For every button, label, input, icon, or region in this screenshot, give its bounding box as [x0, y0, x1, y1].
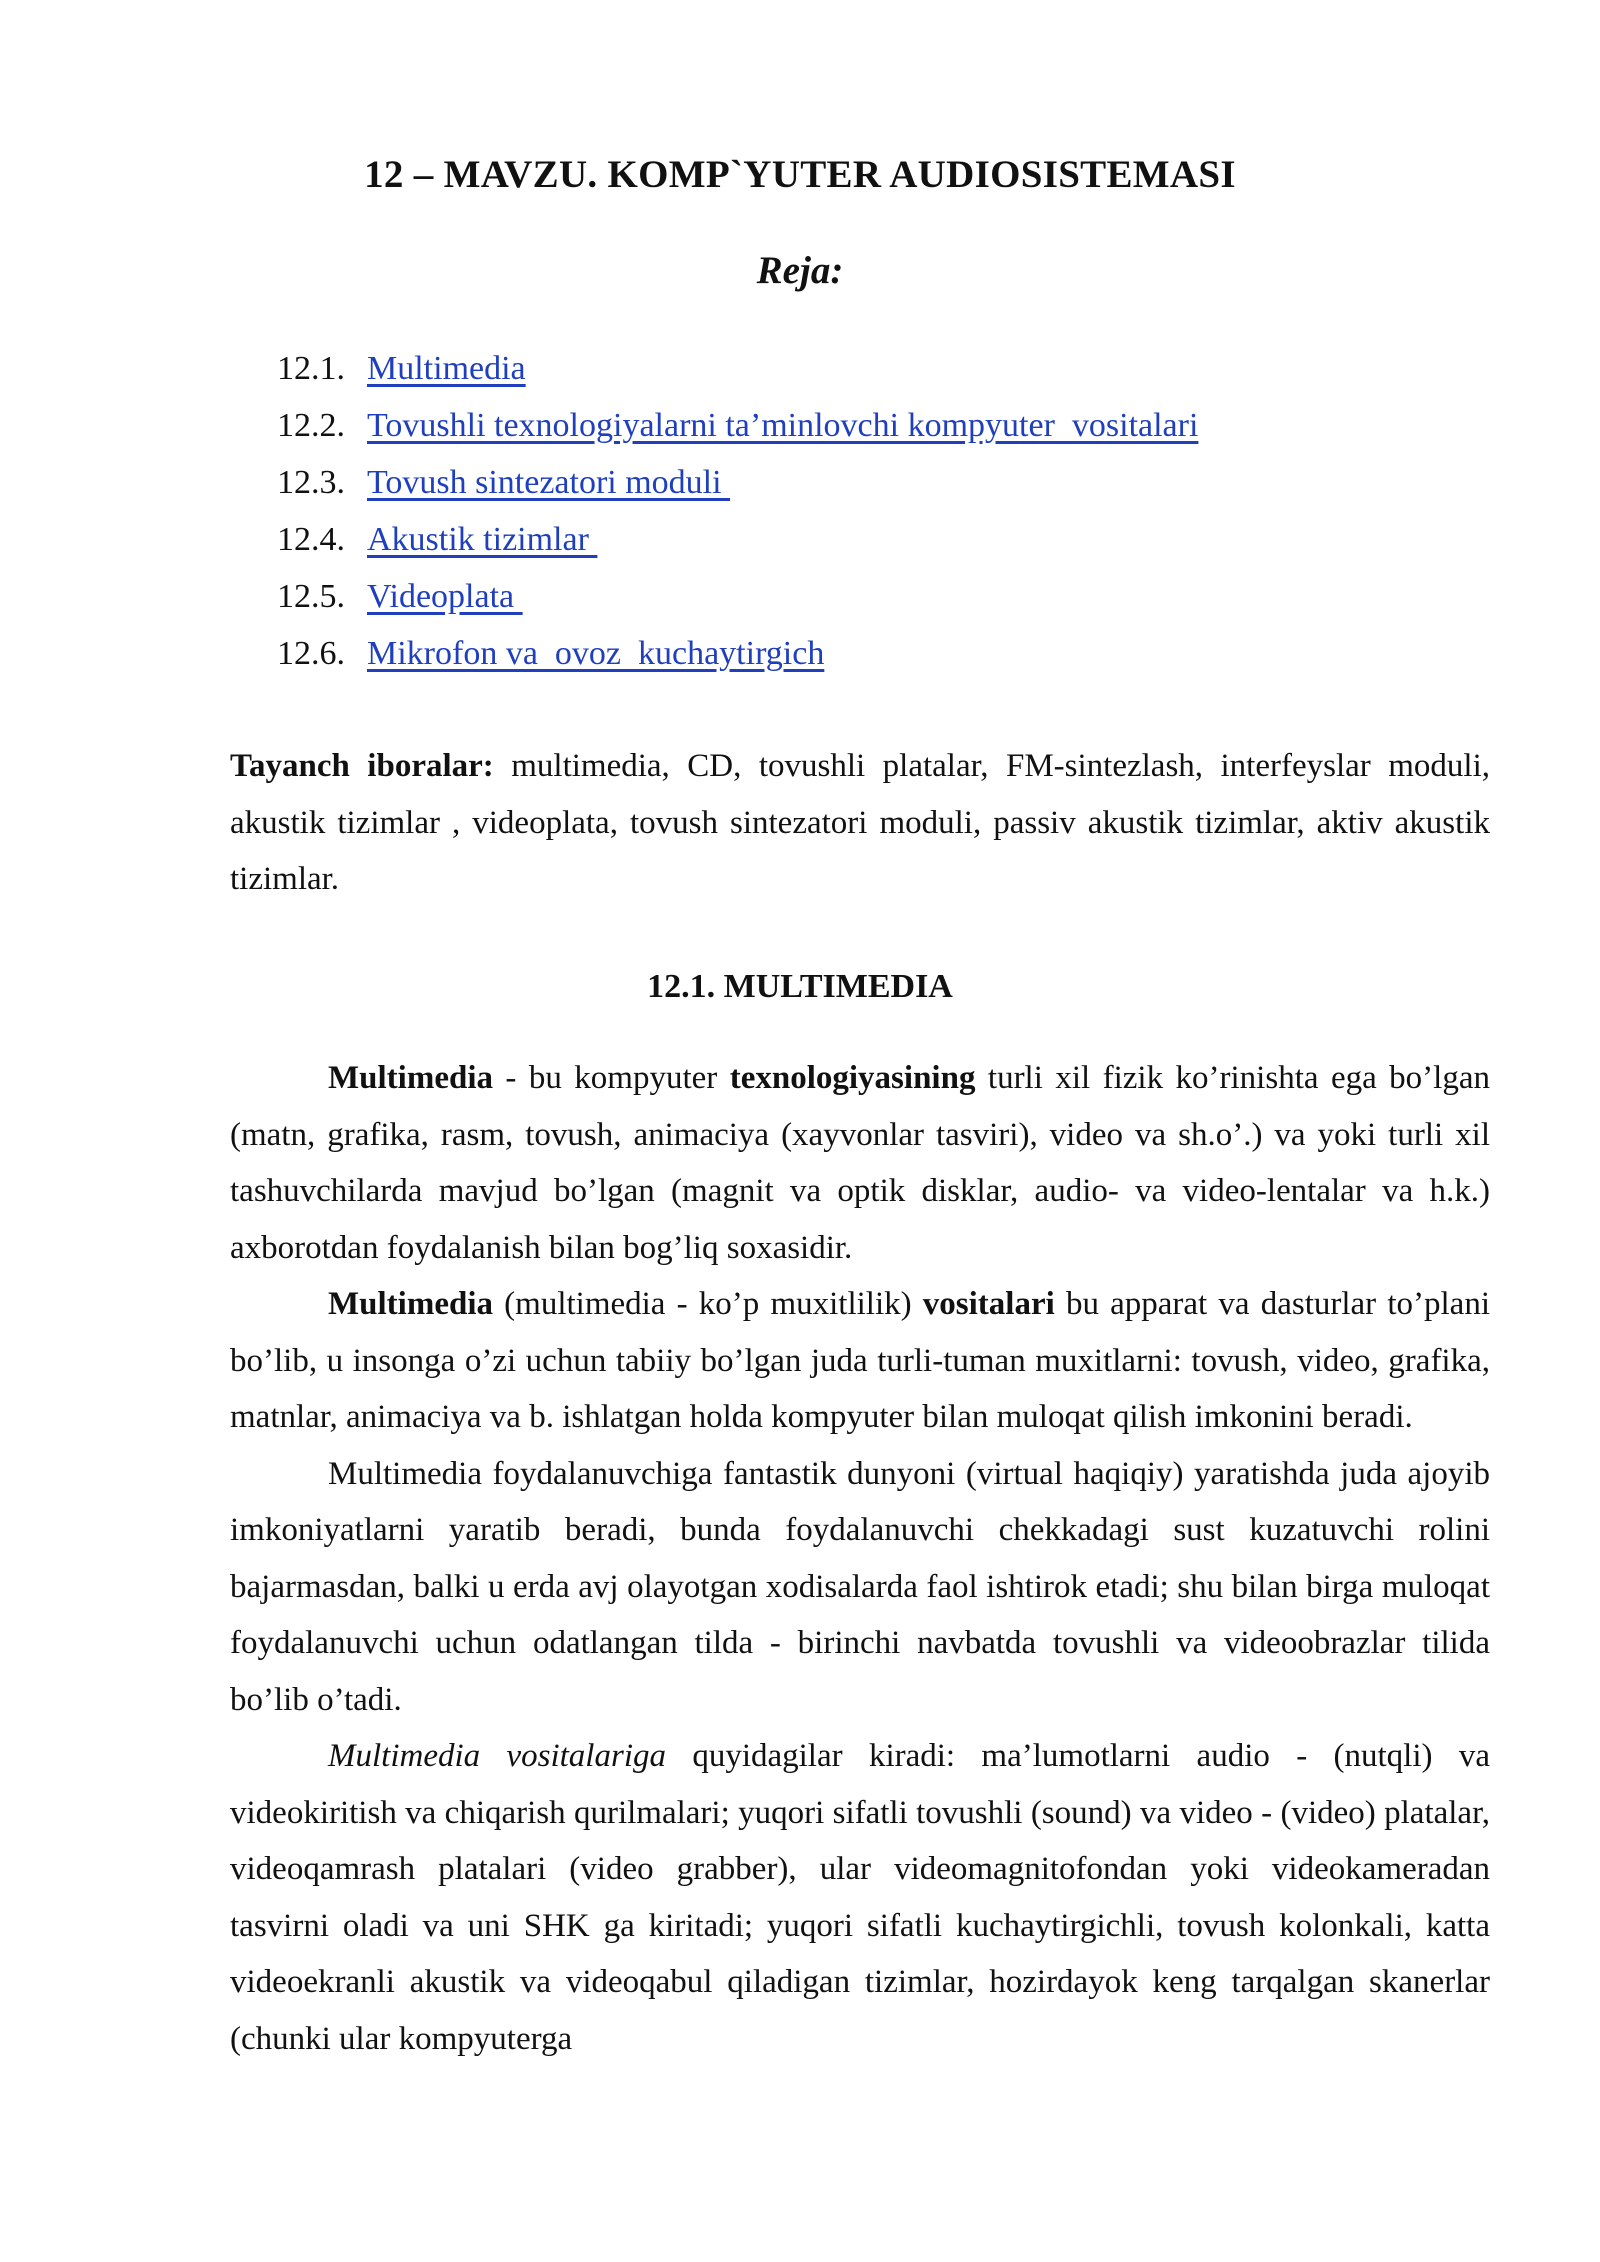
keywords-paragraph	[230, 738, 1490, 908]
body-text	[230, 1050, 1490, 2067]
paragraph-1	[230, 1050, 1490, 1276]
paragraph-text: - bu kompyuter	[492, 1060, 730, 1096]
toc-item-1	[277, 340, 1198, 397]
toc-number: 12.1.	[277, 350, 345, 387]
toc-link-videoplata[interactable]: Videoplata	[367, 578, 523, 615]
toc-link-mikrofon[interactable]: Mikrofon va ovoz kuchaytirgich	[367, 635, 825, 672]
paragraph-text: bu apparat va dasturlar to’plani bo’lib, u insonga o’zi uchun tabiiy bo’lgan juda turli-tuman muxitlarni: tovush, video, grafika, matnlar, animaciya va b. ishlatgan holda kompyuter bilan muloqat qilish imkonini beradi.	[230, 1286, 1490, 1435]
reja-heading: Reja:	[756, 249, 844, 292]
keywords-text: multimedia, CD, tovushli platalar, FM-sintezlash, interfeyslar moduli, akustik tizimlar , videoplata, tovush sintezatori moduli, passiv akustik tizimlar, aktiv akustik tizimlar.	[230, 748, 1490, 897]
toc-link-multimedia[interactable]: Multimedia	[367, 350, 526, 387]
toc-number: 12.2.	[277, 407, 345, 444]
section-heading: 12.1. MULTIMEDIA	[647, 968, 953, 1005]
toc-item-3	[277, 454, 1198, 511]
toc-number: 12.6.	[277, 635, 345, 672]
paragraph-text: turli xil fizik ko’rinishta ega bo’lgan (matn, grafika, rasm, tovush, animaciya (xayvonlar tasviri), video va sh.o’.) va yoki turli xil tashuvchilarda mavjud bo’lgan (magnit va optik disklar, audio- va video-lentalar va h.k.) axborotdan foydalanish bilan bog’liq soxasidir.	[230, 1060, 1490, 1266]
toc-item-6	[277, 625, 1198, 682]
toc-link-akustik-tizimlar[interactable]: Akustik tizimlar	[367, 521, 598, 558]
page-title: 12 – MAVZU. KOMP`YUTER AUDIOSISTEMASI	[364, 153, 1236, 196]
table-of-contents	[277, 340, 1198, 682]
term-multimedia-vositalariga: Multimedia vositalariga	[328, 1738, 666, 1774]
term-vositalari: vositalari	[922, 1286, 1055, 1322]
toc-number: 12.3.	[277, 464, 345, 501]
keywords-label: Tayanch iboralar:	[230, 748, 494, 784]
paragraph-2	[230, 1276, 1490, 1446]
toc-item-4	[277, 511, 1198, 568]
paragraph-text: quyidagilar kiradi: ma’lumotlarni audio - (nutqli) va videokiritish va chiqarish qurilmalari; yuqori sifatli tovushli (sound) va video - (video) platalar, videoqamrash platalari (video grabber), ular videomagnitofondan yoki videokameradan tasvirni oladi va uni SHK ga kiritadi; yuqori sifatli kuchaytirgichli, tovush kolonkali, katta videoekranli akustik va videoqabul qiladigan tizimlar, hozirdayok keng tarqalgan skanerlar (chunki ular kompyuterga	[230, 1738, 1490, 2057]
paragraph-text: (multimedia - ko’p muxitlilik)	[492, 1286, 923, 1322]
paragraph-3: Multimedia foydalanuvchiga fantastik dunyoni (virtual haqiqiy) yaratishda juda ajoyib imkoniyatlarni yaratib beradi, bunda foydalanuvchi chekkadagi sust kuzatuvchi rolini bajarmasdan, balki u erda avj olayotgan xodisalarda faol ishtirok etadi; shu bilan birga muloqat foydalanuvchi uchun odatlangan tilda - birinchi navbatda tovushli va videoobrazlar tilida bo’lib o’tadi.	[230, 1455, 1490, 1718]
term-multimedia: Multimedia	[328, 1286, 493, 1322]
toc-number: 12.4.	[277, 521, 345, 558]
toc-number: 12.5.	[277, 578, 345, 615]
toc-item-5	[277, 568, 1198, 625]
toc-link-tovush-sintezatori[interactable]: Tovush sintezatori moduli	[367, 464, 731, 501]
term-texnologiyasining: texnologiyasining	[729, 1060, 976, 1096]
toc-link-tovushli-texnologiyalar[interactable]: Tovushli texnologiyalarni ta’minlovchi kompyuter vositalari	[367, 407, 1199, 444]
paragraph-4	[230, 1728, 1490, 2067]
toc-item-2	[277, 397, 1198, 454]
term-multimedia: Multimedia	[328, 1060, 493, 1096]
